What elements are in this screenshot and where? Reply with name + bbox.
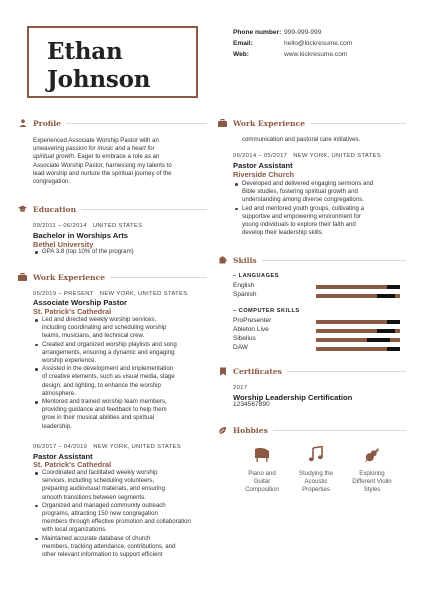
hobby-line: Properties xyxy=(302,486,330,494)
list-item xyxy=(233,180,407,205)
divider xyxy=(262,260,406,261)
education-bullets xyxy=(33,248,207,256)
bullet-line: with local organizations. xyxy=(42,526,107,534)
bullet-line: Assisted in the development and implementation xyxy=(42,365,174,373)
last-name: Johnson xyxy=(47,66,151,93)
bullet-line: programs, attracting 150 new congregation xyxy=(42,510,158,518)
skill-bar xyxy=(316,347,400,351)
bullet-line: members through effective promotion and collaboration xyxy=(42,518,191,526)
degree-title: Bachelor in Worships Arts xyxy=(33,231,128,240)
skill-bar-fill xyxy=(377,329,395,333)
skill-row xyxy=(233,326,400,335)
skill-bar xyxy=(316,320,400,324)
skill-name: Sibelius xyxy=(233,335,256,342)
profile-line: congregation. xyxy=(33,178,70,186)
profile-text-span: . Eager to embrace a role as an xyxy=(73,153,160,161)
job-title: Associate Worship Pastor xyxy=(33,298,127,307)
bullet-line: including coordinating and scheduling worship xyxy=(42,324,167,332)
bullet-line: design, and lighting, to enhance the worship xyxy=(42,381,161,389)
bullet-line: Created and organized worship playlists and song xyxy=(42,340,177,348)
profile-text-span: unwavering xyxy=(33,145,66,153)
skills-title: Skills xyxy=(233,256,257,265)
skill-bar-fill xyxy=(387,320,400,324)
first-name: Ethan xyxy=(47,38,123,65)
job-location: NEW YORK, UNITED STATES xyxy=(99,291,188,297)
piano-icon xyxy=(232,446,292,464)
divider xyxy=(287,371,406,372)
hobby-line: Exploring xyxy=(359,470,385,477)
certificate-id: 1234567890 xyxy=(233,401,270,408)
list-item xyxy=(233,205,407,238)
bullet-line: other relevant information to support efficient xyxy=(42,551,163,559)
skill-bar xyxy=(316,285,400,289)
bullet-line: arrangements, ensuring a dynamic and engaging xyxy=(42,348,175,356)
skill-row xyxy=(233,344,400,353)
briefcase-icon xyxy=(18,273,27,282)
profile-emphasis: spiritual growth xyxy=(33,153,74,161)
hobby-item xyxy=(342,446,402,495)
job-meta xyxy=(33,444,181,452)
profile-line xyxy=(33,145,207,153)
skill-row xyxy=(233,291,400,300)
bullet-line: leadership. xyxy=(42,422,72,430)
hobby-line: Studying the xyxy=(299,470,333,477)
skill-group-computer: – COMPUTER SKILLS xyxy=(233,308,300,314)
work-heading-right xyxy=(218,119,406,129)
skills-heading xyxy=(218,256,406,266)
hobbies-title: Hobbies xyxy=(233,426,268,435)
bullet-line: atmosphere. xyxy=(42,389,76,397)
bullet-line: smooth transitions between segments. xyxy=(42,493,146,501)
hobby-line: Acoustic xyxy=(304,478,328,486)
contact-web xyxy=(233,49,352,60)
hobby-line: Composition xyxy=(245,486,279,494)
job-dates: 06/2017 – 04/2019 xyxy=(33,444,88,450)
email-value[interactable]: hello@kickresume.com xyxy=(284,40,353,47)
contact-phone xyxy=(233,27,352,38)
hobby-line: Guitar xyxy=(253,478,271,486)
job-bullets xyxy=(33,469,209,559)
hobby-line: Different Violin xyxy=(352,478,392,486)
hobby-line: Styles xyxy=(363,486,381,494)
education-title: Education xyxy=(33,205,77,214)
job-meta xyxy=(233,153,381,161)
job-dates: 05/2019 – PRESENT xyxy=(33,291,94,297)
work-heading-left xyxy=(18,273,207,283)
job-company: Riverside Church xyxy=(233,170,295,179)
education-heading xyxy=(18,205,207,215)
job-bullets xyxy=(33,316,209,431)
bullet-line: providing guidance and feedback to help them xyxy=(42,406,167,414)
bullet-line: young individuals to explore their faith and xyxy=(242,221,356,229)
bullet-line: Led and directed weekly worship services, xyxy=(42,316,157,323)
skill-name: DAW xyxy=(233,344,248,351)
skill-bar-fill xyxy=(387,285,400,289)
divider xyxy=(310,123,406,124)
skill-name: English xyxy=(233,282,255,289)
job-company: St. Patrick's Cathedral xyxy=(33,460,112,469)
divider xyxy=(66,123,207,124)
job-title: Pastor Assistant xyxy=(233,161,293,170)
music-note-icon xyxy=(286,446,346,464)
violin-icon xyxy=(342,446,402,464)
work-title-left: Work Experience xyxy=(33,273,106,282)
bullet-line: of creative elements, such as visual media, stage xyxy=(42,373,175,381)
bullet-line: understanding among diverse congregations. xyxy=(242,196,364,204)
hobby-item xyxy=(232,446,292,495)
job-company: St. Patrick's Cathedral xyxy=(33,307,112,316)
contact-block xyxy=(233,27,352,60)
skill-row xyxy=(233,282,400,291)
profile-line: Experienced Associate Worship Pastor with an xyxy=(33,137,159,144)
contact-email xyxy=(233,38,352,49)
graduation-cap-icon xyxy=(18,205,27,214)
person-icon xyxy=(18,119,27,128)
bullet-line: supportive and empowering environment for xyxy=(242,212,361,220)
bullet-line: teams, musicians, and technical crew. xyxy=(42,332,145,340)
skill-group-languages: – LANGUAGES xyxy=(233,273,279,279)
skill-row xyxy=(233,317,400,326)
work-title-right: Work Experience xyxy=(233,119,306,128)
list-item xyxy=(33,341,209,366)
leaf-icon xyxy=(218,426,227,435)
bullet-line: develop their leadership skills. xyxy=(242,229,324,237)
list-item xyxy=(33,535,209,560)
list-item xyxy=(33,365,209,398)
profile-line: Associate Worship Pastor, harnessing my talents to xyxy=(33,161,172,169)
bullet-line: Organized and managed community outreach xyxy=(42,501,166,509)
job-bullets xyxy=(233,180,407,237)
carry-line: communication and pastoral care initiatives. xyxy=(242,136,361,143)
skill-bar xyxy=(316,329,400,333)
bullet-line: Bible studies, fostering spiritual growth and xyxy=(242,188,358,196)
email-label: Email: xyxy=(233,40,253,47)
skill-name: Spanish xyxy=(233,291,257,298)
bullet-line: Developed and delivered engaging sermons and xyxy=(242,180,374,187)
job-dates: 06/2014 – 05/2017 xyxy=(233,153,288,159)
hobby-line: Piano and xyxy=(248,470,276,477)
bullet-line: members, tracking attendance, contributions, and xyxy=(42,542,176,550)
job-location: NEW YORK, UNITED STATES xyxy=(93,444,181,450)
bullet-line: Mentored and trained worship team members, xyxy=(42,398,167,406)
name-box xyxy=(27,26,198,98)
list-item xyxy=(33,316,209,341)
skill-bar xyxy=(316,294,400,298)
list-item xyxy=(33,502,209,535)
certificates-heading xyxy=(218,367,406,377)
briefcase-icon xyxy=(218,119,227,128)
bullet-line: Maintained accurate database of church xyxy=(42,534,151,542)
bullet-line: grow in their musical abilities and spiritual xyxy=(42,414,155,422)
skill-bar-fill xyxy=(387,347,400,351)
list-item: GPA 3.8 (top 10% of the program) xyxy=(33,248,207,256)
bullet-line: Coordinated and facilitated weekly worship xyxy=(42,469,158,476)
hobby-item xyxy=(286,446,346,495)
education-location: UNITED STATES xyxy=(92,223,143,229)
school-name: Bethel University xyxy=(33,240,94,249)
skill-bar-fill xyxy=(377,294,395,298)
bullet-line: worship experience. xyxy=(42,357,97,365)
bullet-line: preparing audiovisual materials, and ensuring xyxy=(42,485,165,493)
divider xyxy=(110,277,207,278)
job-location: NEW YORK, UNITED STATES xyxy=(293,153,381,159)
profile-line xyxy=(33,153,207,161)
web-label: Web: xyxy=(233,51,249,58)
list-item xyxy=(33,469,209,502)
list-item xyxy=(33,398,209,431)
profile-heading xyxy=(18,119,207,129)
divider xyxy=(81,209,207,210)
profile-line: lead worship and nurture the spiritual journey of the xyxy=(33,169,172,177)
profile-text xyxy=(33,137,207,186)
education-meta xyxy=(33,223,142,231)
phone-label: Phone number: xyxy=(233,29,282,36)
bullet-line: services, including scheduling volunteers, xyxy=(42,477,155,485)
certificates-title: Certificates xyxy=(233,367,282,376)
puzzle-icon xyxy=(218,256,227,265)
profile-title: Profile xyxy=(33,119,62,128)
hobbies-heading xyxy=(218,426,406,436)
bullet-line: Led and mentored youth groups, cultivating a xyxy=(242,204,364,212)
certificate-icon xyxy=(218,367,227,376)
certificate-year: 2017 xyxy=(233,385,248,391)
job-title: Pastor Assistant xyxy=(33,452,93,461)
education-dates: 09/2011 – 06/2014 xyxy=(33,223,87,229)
divider xyxy=(273,430,406,431)
phone-value[interactable]: 999-999-999 xyxy=(284,29,322,36)
skill-bar-fill xyxy=(367,338,390,342)
profile-emphasis: passion for music and a heart for xyxy=(65,145,155,153)
certificate-name: Worship Leadership Certification xyxy=(233,393,353,402)
skill-name: Ableton Live xyxy=(233,326,269,333)
web-value[interactable]: www.kickresume.com xyxy=(284,51,348,58)
skill-row xyxy=(233,335,400,344)
skill-bar xyxy=(316,338,400,342)
skill-name: ProPresenter xyxy=(233,317,272,324)
